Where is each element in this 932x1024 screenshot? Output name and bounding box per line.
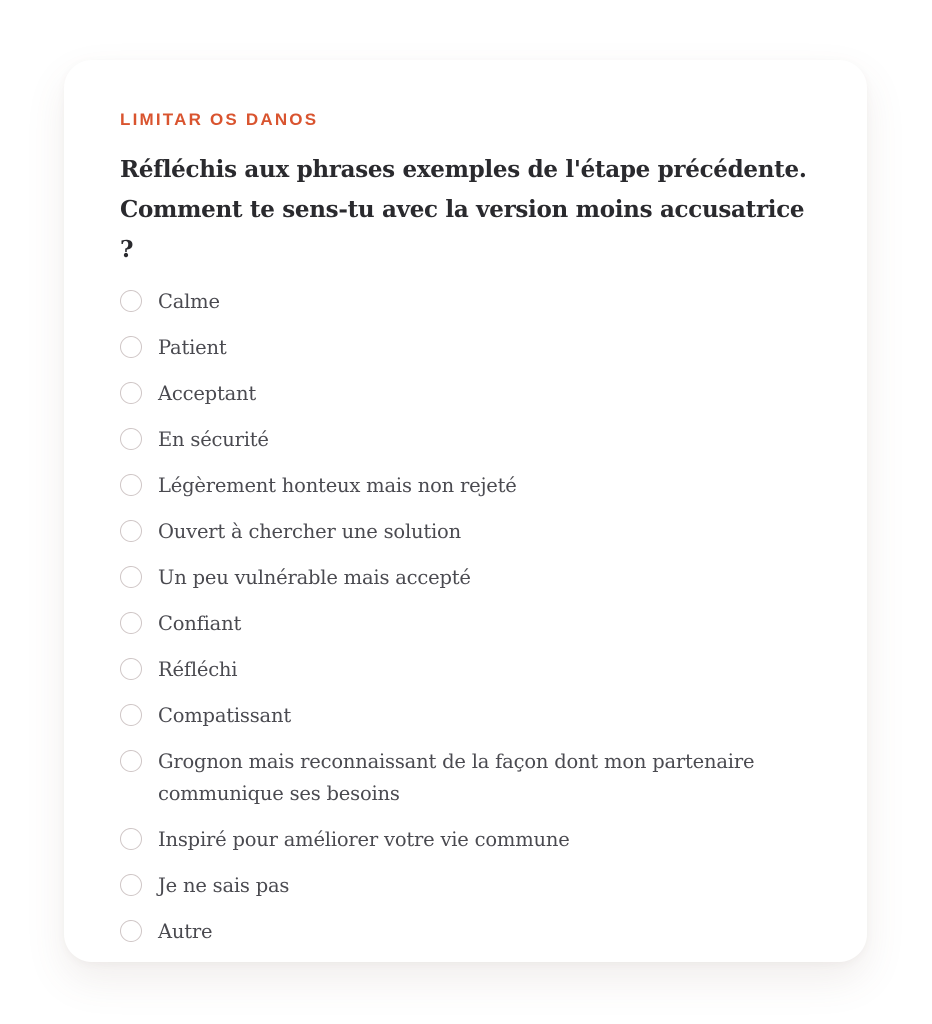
option-patient[interactable]	[120, 332, 811, 364]
option-legerement-honteux[interactable]	[120, 470, 811, 502]
radio-circle-icon[interactable]	[120, 612, 142, 634]
radio-circle-icon[interactable]	[120, 566, 142, 588]
option-label: Acceptant	[158, 382, 257, 405]
option-label: Inspiré pour améliorer votre vie commune	[158, 828, 570, 851]
option-label: Calme	[158, 290, 220, 313]
radio-circle-icon[interactable]	[120, 704, 142, 726]
option-inspire[interactable]	[120, 824, 811, 856]
option-reflechi[interactable]	[120, 654, 811, 686]
option-label: Ouvert à chercher une solution	[158, 520, 461, 543]
radio-circle-icon[interactable]	[120, 290, 142, 312]
question-card	[64, 60, 867, 962]
option-compatissant[interactable]	[120, 700, 811, 732]
option-label: Grognon mais reconnaissant de la façon dont mon partenaire communique ses besoins	[158, 750, 755, 805]
radio-circle-icon[interactable]	[120, 828, 142, 850]
option-confiant[interactable]	[120, 608, 811, 640]
option-un-peu-vulnerable[interactable]	[120, 562, 811, 594]
option-label: Je ne sais pas	[158, 874, 290, 897]
section-eyebrow: LIMITAR OS DANOS	[120, 110, 319, 129]
radio-circle-icon[interactable]	[120, 920, 142, 942]
question-title	[120, 150, 811, 270]
option-label: Patient	[158, 336, 227, 359]
option-autre[interactable]	[120, 916, 811, 948]
option-grognon[interactable]	[120, 746, 811, 810]
radio-circle-icon[interactable]	[120, 520, 142, 542]
option-calme[interactable]	[120, 286, 811, 318]
option-ouvert-solution[interactable]	[120, 516, 811, 548]
radio-circle-icon[interactable]	[120, 336, 142, 358]
option-acceptant[interactable]	[120, 378, 811, 410]
option-label: Réfléchi	[158, 658, 238, 681]
option-label: Compatissant	[158, 704, 291, 727]
question-line-1: Réfléchis aux phrases exemples de l'étape précédente.	[120, 156, 807, 183]
radio-circle-icon[interactable]	[120, 874, 142, 896]
option-en-securite[interactable]	[120, 424, 811, 456]
option-label: Un peu vulnérable mais accepté	[158, 566, 471, 589]
radio-circle-icon[interactable]	[120, 428, 142, 450]
radio-circle-icon[interactable]	[120, 750, 142, 772]
question-line-2: Comment te sens-tu avec la version moins accusatrice ?	[120, 196, 805, 263]
option-label: En sécurité	[158, 428, 269, 451]
options-list	[120, 286, 811, 948]
radio-circle-icon[interactable]	[120, 382, 142, 404]
option-label: Légèrement honteux mais non rejeté	[158, 474, 517, 497]
option-label: Confiant	[158, 612, 242, 635]
radio-circle-icon[interactable]	[120, 658, 142, 680]
option-je-ne-sais-pas[interactable]	[120, 870, 811, 902]
option-label: Autre	[158, 920, 213, 943]
radio-circle-icon[interactable]	[120, 474, 142, 496]
